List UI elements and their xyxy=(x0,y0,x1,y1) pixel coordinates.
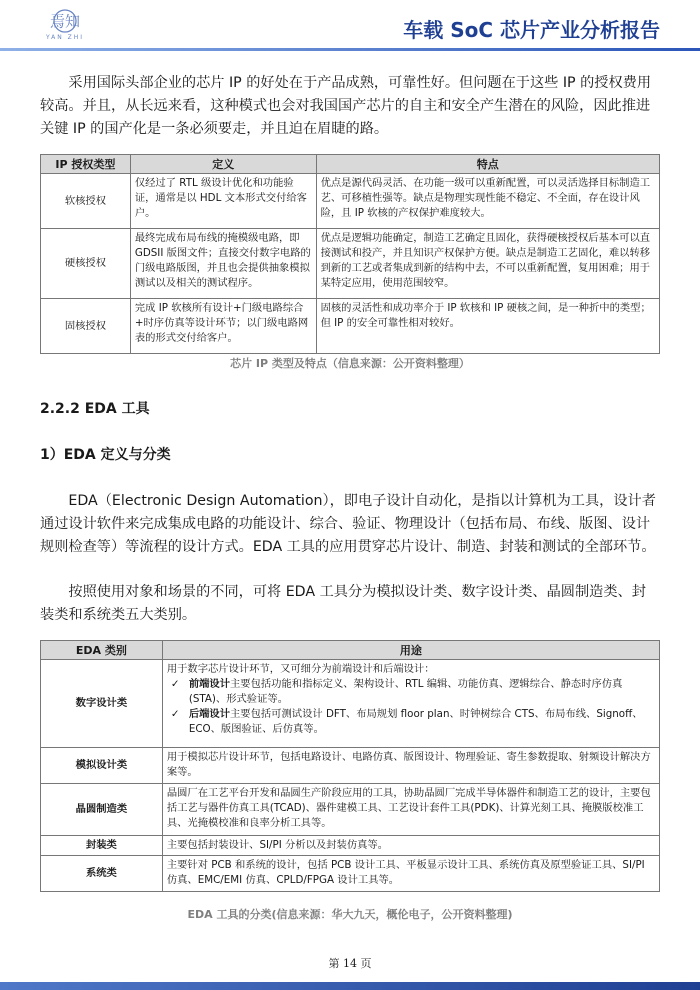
table-row xyxy=(41,660,660,748)
report-title: 车载 SoC 芯片产业分析报告 xyxy=(403,18,660,42)
table-row xyxy=(41,856,660,892)
eda-category-cell: 系统类 xyxy=(41,856,163,892)
logo xyxy=(36,9,94,43)
eda-usage-cell: 主要包括封装设计、SI/PI 分析以及封装仿真等。 xyxy=(162,836,659,856)
ip-table-caption: 芯片 IP 类型及特点（信息来源：公开资料整理） xyxy=(230,357,470,370)
ip-type-cell: 固核授权 xyxy=(41,299,131,354)
table-row xyxy=(41,174,660,229)
table-header-row xyxy=(41,155,660,174)
item-text: 主要包括可测试设计 DFT、布局规划 floor plan、时钟树综合 CTS、布局布线、Signoff、ECO、版图验证、后仿真等。 xyxy=(188,708,643,735)
eda-usage-cell: 主要针对 PCB 和系统的设计，包括 PCB 设计工具、平板显示设计工具、系统仿真及原型验证工具、SI/PI 仿真、EMC/EMI 仿真、CPLD/FPGA 设计工具等。 xyxy=(162,856,659,892)
footer-bar xyxy=(0,982,700,990)
logo-subtitle: YAN ZHI xyxy=(45,34,85,41)
feature-cell: 固核的灵活性和成功率介于 IP 软核和 IP 硬核之间，是一种折中的类型；但 IP 的安全可靠性相对较好。 xyxy=(316,299,659,354)
feature-cell: 优点是逻辑功能确定，制造工艺确定且固化，获得硬核授权后基本可以直接测试和投产，并且知识产权保护方便。缺点是制造工艺固化，难以转移到新的工艺或者集成到新的结构中去，不可以重新配置，复用困难；用于某特定应用，使用范围较窄。 xyxy=(316,229,659,299)
table-row xyxy=(41,748,660,784)
definition-cell: 最终完成布局布线的掩模级电路，即 GDSII 版图文件；直接交付数字电路的门级电路版图，并且也会提供抽象模拟测试以及相关的测试程序。 xyxy=(130,229,316,299)
table-row xyxy=(41,784,660,836)
eda-category-cell: 数字设计类 xyxy=(41,660,163,748)
paragraph-eda-categories: 按照使用对象和场景的不同，可将 EDA 工具分为模拟设计类、数字设计类、晶圆制造类、封装类和系统类五大类别。 xyxy=(40,584,646,623)
column-header: IP 授权类型 xyxy=(41,155,131,174)
feature-cell: 优点是源代码灵活、在功能一级可以重新配置，可以灵活选择目标制造工艺、可移植性强等。缺点是物理实现性能不稳定、不全面，存在设计风险，且 IP 软核的产权保护难度较大。 xyxy=(316,174,659,229)
section-heading: 2.2.2 EDA 工具 xyxy=(40,401,150,417)
table-row xyxy=(41,836,660,856)
eda-category-cell: 封装类 xyxy=(41,836,163,856)
eda-category-cell: 晶圆制造类 xyxy=(41,784,163,836)
check-icon: ✓ xyxy=(170,678,180,690)
paragraph-ip-intro: 采用国际头部企业的芯片 IP 的好处在于产品成熟，可靠性好。但问题在于这些 IP 的授权费用较高。并且，从长远来看，这种模式也会对我国国产芯片的自主和安全产生潜在的风险，因此推进关键 IP 的国产化是一条必须要走，并且迫在眉睫的路。 xyxy=(40,75,652,137)
eda-classification-table xyxy=(40,640,660,892)
logo-text: 焉知 xyxy=(49,12,81,31)
definition-cell: 完成 IP 软核所有设计+门级电路综合+时序仿真等设计环节；以门级电路网表的形式交付给客户。 xyxy=(130,299,316,354)
eda-usage-cell: 用于模拟芯片设计环节，包括电路设计、电路仿真、版图设计、物理验证、寄生参数提取、射频设计解决方案等。 xyxy=(162,748,659,784)
column-header: 特点 xyxy=(316,155,659,174)
table-row xyxy=(41,229,660,299)
usage-intro: 用于数字芯片设计环节，又可细分为前端设计和后端设计： xyxy=(166,663,435,675)
page-number: 第 14 页 xyxy=(328,957,372,970)
item-title: 前端设计 xyxy=(188,678,230,690)
column-header: 定义 xyxy=(130,155,316,174)
table-header-row xyxy=(41,641,660,660)
item-text: 主要包括功能和指标定义、架构设计、RTL 编辑、功能仿真、逻辑综合、静态时序仿真(STA)、形式验证等。 xyxy=(188,678,623,705)
eda-usage-cell: 晶圆厂在工艺平台开发和晶圆生产阶段应用的工具，协助晶圆厂完成半导体器件和制造工艺的设计，主要包括工艺与器件仿真工具(TCAD)、器件建模工具、工艺设计套件工具(PDK)、计算光刻工具、掩膜版校准工具、光掩模校准和良率分析工具等。 xyxy=(162,784,659,836)
column-header: EDA 类别 xyxy=(41,641,163,660)
ip-type-cell: 软核授权 xyxy=(41,174,131,229)
list-item xyxy=(167,677,655,707)
eda-table-caption: EDA 工具的分类(信息来源：华大九天，概伦电子，公开资料整理) xyxy=(187,908,513,921)
sub-heading: 1）EDA 定义与分类 xyxy=(40,447,171,463)
list-item xyxy=(167,707,655,737)
ip-type-cell: 硬核授权 xyxy=(41,229,131,299)
header-divider xyxy=(0,48,700,51)
ip-authorization-table xyxy=(40,154,660,354)
usage-list xyxy=(167,677,655,737)
item-title: 后端设计 xyxy=(188,708,230,720)
page-header xyxy=(0,0,700,50)
eda-category-cell: 模拟设计类 xyxy=(41,748,163,784)
check-icon: ✓ xyxy=(170,708,180,720)
eda-usage-cell xyxy=(162,660,659,748)
table-row xyxy=(41,299,660,354)
paragraph-eda-definition: EDA（Electronic Design Automation），即电子设计自动化，是指以计算机为工具，设计者通过设计软件来完成集成电路的功能设计、综合、验证、物理设计（包括布局、布线、版图、设计规则检查等）等流程的设计方式。EDA 工具的应用贯穿芯片设计、制造、封装和测试的全部环节。 xyxy=(40,493,656,555)
logo-icon xyxy=(36,9,94,33)
definition-cell: 仅经过了 RTL 级设计优化和功能验证，通常是以 HDL 文本形式交付给客户。 xyxy=(130,174,316,229)
column-header: 用途 xyxy=(162,641,659,660)
